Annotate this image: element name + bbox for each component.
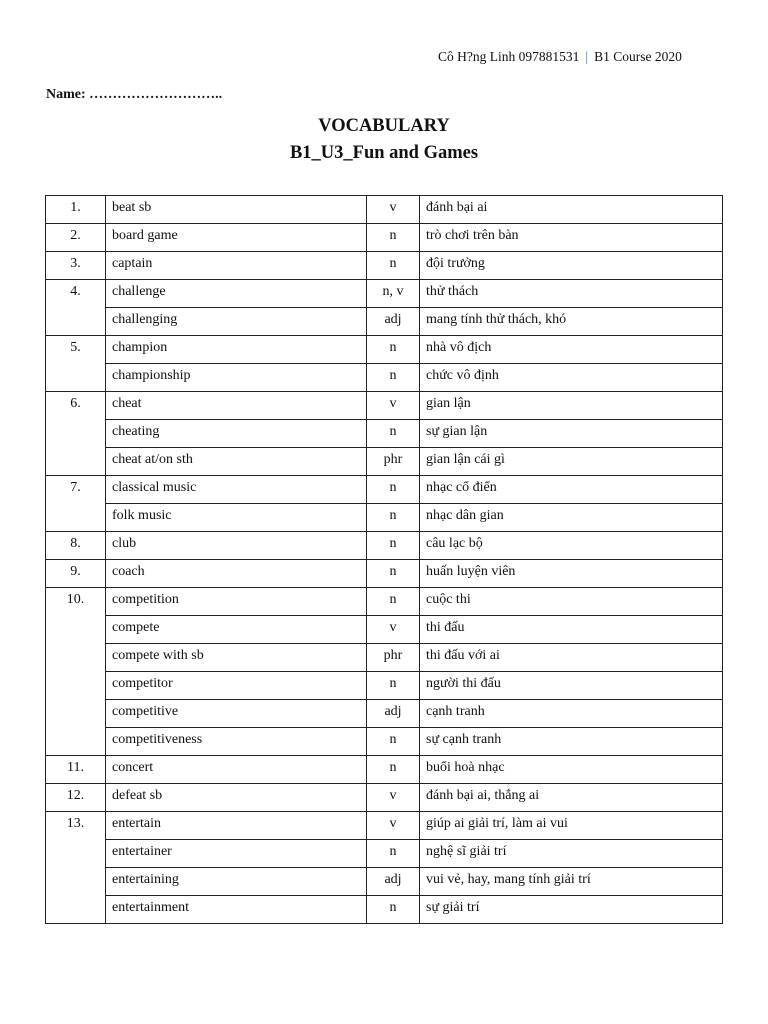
word-meaning: câu lạc bộ — [420, 532, 723, 560]
part-of-speech: v — [367, 196, 420, 224]
vocab-word: competitive — [106, 700, 367, 728]
table-row — [46, 476, 723, 504]
part-of-speech: adj — [367, 308, 420, 336]
vocabulary-table — [45, 195, 723, 924]
part-of-speech: n — [367, 224, 420, 252]
page-subtitle: B1_U3_Fun and Games — [289, 143, 479, 163]
word-meaning: gian lận cái gì — [420, 448, 723, 476]
part-of-speech: n — [367, 336, 420, 364]
table-row — [46, 644, 723, 672]
table-row — [46, 224, 723, 252]
entry-number: 5. — [46, 336, 106, 392]
entry-number: 10. — [46, 588, 106, 756]
vocab-word: coach — [106, 560, 367, 588]
part-of-speech: n — [367, 476, 420, 504]
table-row — [46, 840, 723, 868]
table-row — [46, 672, 723, 700]
word-meaning: chức vô định — [420, 364, 723, 392]
word-meaning: sự cạnh tranh — [420, 728, 723, 756]
part-of-speech: n — [367, 560, 420, 588]
header-separator: | — [585, 49, 589, 64]
table-row — [46, 196, 723, 224]
part-of-speech: n — [367, 728, 420, 756]
entry-number: 13. — [46, 812, 106, 924]
part-of-speech: n — [367, 420, 420, 448]
page-header — [438, 49, 768, 65]
part-of-speech: n — [367, 756, 420, 784]
word-meaning: nhạc dân gian — [420, 504, 723, 532]
word-meaning: đánh bại ai — [420, 196, 723, 224]
entry-number: 8. — [46, 532, 106, 560]
word-meaning: nhà vô địch — [420, 336, 723, 364]
vocab-word: championship — [106, 364, 367, 392]
part-of-speech: n — [367, 504, 420, 532]
table-row — [46, 560, 723, 588]
vocab-word: compete — [106, 616, 367, 644]
table-row — [46, 336, 723, 364]
part-of-speech: phr — [367, 448, 420, 476]
vocab-word: board game — [106, 224, 367, 252]
entry-number: 1. — [46, 196, 106, 224]
part-of-speech: phr — [367, 644, 420, 672]
vocabulary-table-body — [46, 196, 723, 924]
table-row — [46, 420, 723, 448]
table-row — [46, 728, 723, 756]
word-meaning: thử thách — [420, 280, 723, 308]
vocab-word: cheat at/on sth — [106, 448, 367, 476]
table-row — [46, 784, 723, 812]
word-meaning: thi đấu — [420, 616, 723, 644]
table-row — [46, 280, 723, 308]
vocab-word: entertainment — [106, 896, 367, 924]
word-meaning: đội trưởng — [420, 252, 723, 280]
word-meaning: mang tính thử thách, khó — [420, 308, 723, 336]
part-of-speech: n — [367, 364, 420, 392]
name-field: Name: ……………………….. — [46, 87, 223, 102]
vocab-word: beat sb — [106, 196, 367, 224]
vocab-word: entertainer — [106, 840, 367, 868]
table-row — [46, 756, 723, 784]
vocab-word: competitiveness — [106, 728, 367, 756]
part-of-speech: n — [367, 672, 420, 700]
entry-number: 11. — [46, 756, 106, 784]
entry-number: 9. — [46, 560, 106, 588]
part-of-speech: n — [367, 840, 420, 868]
table-row — [46, 448, 723, 476]
entry-number: 12. — [46, 784, 106, 812]
table-row — [46, 700, 723, 728]
vocab-word: captain — [106, 252, 367, 280]
entry-number: 7. — [46, 476, 106, 532]
part-of-speech: n — [367, 252, 420, 280]
part-of-speech: n — [367, 588, 420, 616]
vocab-word: champion — [106, 336, 367, 364]
word-meaning: trò chơi trên bàn — [420, 224, 723, 252]
vocab-word: cheat — [106, 392, 367, 420]
vocab-word: club — [106, 532, 367, 560]
table-row — [46, 308, 723, 336]
vocab-word: folk music — [106, 504, 367, 532]
table-row — [46, 588, 723, 616]
part-of-speech: adj — [367, 700, 420, 728]
vocab-word: challenging — [106, 308, 367, 336]
word-meaning: huấn luyện viên — [420, 560, 723, 588]
table-row — [46, 532, 723, 560]
part-of-speech: v — [367, 616, 420, 644]
word-meaning: đánh bại ai, thắng ai — [420, 784, 723, 812]
word-meaning: giúp ai giải trí, làm ai vui — [420, 812, 723, 840]
vocab-word: classical music — [106, 476, 367, 504]
vocab-word: entertain — [106, 812, 367, 840]
word-meaning: buổi hoà nhạc — [420, 756, 723, 784]
vocab-word: challenge — [106, 280, 367, 308]
table-row — [46, 252, 723, 280]
vocab-word: defeat sb — [106, 784, 367, 812]
vocab-word: compete with sb — [106, 644, 367, 672]
word-meaning: sự giải trí — [420, 896, 723, 924]
word-meaning: gian lận — [420, 392, 723, 420]
table-row — [46, 364, 723, 392]
part-of-speech: v — [367, 812, 420, 840]
word-meaning: nhạc cổ điển — [420, 476, 723, 504]
part-of-speech: adj — [367, 868, 420, 896]
part-of-speech: n — [367, 532, 420, 560]
word-meaning: vui vẻ, hay, mang tính giải trí — [420, 868, 723, 896]
part-of-speech: v — [367, 392, 420, 420]
word-meaning: cuộc thi — [420, 588, 723, 616]
vocab-word: competition — [106, 588, 367, 616]
table-row — [46, 896, 723, 924]
word-meaning: thi đấu với ai — [420, 644, 723, 672]
vocab-word: cheating — [106, 420, 367, 448]
entry-number: 2. — [46, 224, 106, 252]
vocab-word: competitor — [106, 672, 367, 700]
table-row — [46, 392, 723, 420]
table-row — [46, 616, 723, 644]
course-label: B1 Course 2020 — [594, 49, 682, 64]
word-meaning: người thi đấu — [420, 672, 723, 700]
page-title: VOCABULARY — [318, 116, 450, 136]
vocab-word: entertaining — [106, 868, 367, 896]
word-meaning: cạnh tranh — [420, 700, 723, 728]
vocab-word: concert — [106, 756, 367, 784]
entry-number: 3. — [46, 252, 106, 280]
word-meaning: sự gian lận — [420, 420, 723, 448]
entry-number: 4. — [46, 280, 106, 336]
part-of-speech: v — [367, 784, 420, 812]
part-of-speech: n — [367, 896, 420, 924]
word-meaning: nghệ sĩ giải trí — [420, 840, 723, 868]
table-row — [46, 504, 723, 532]
teacher-info: Cô H?ng Linh 097881531 — [438, 49, 580, 64]
entry-number: 6. — [46, 392, 106, 476]
table-row — [46, 812, 723, 840]
table-row — [46, 868, 723, 896]
part-of-speech: n, v — [367, 280, 420, 308]
